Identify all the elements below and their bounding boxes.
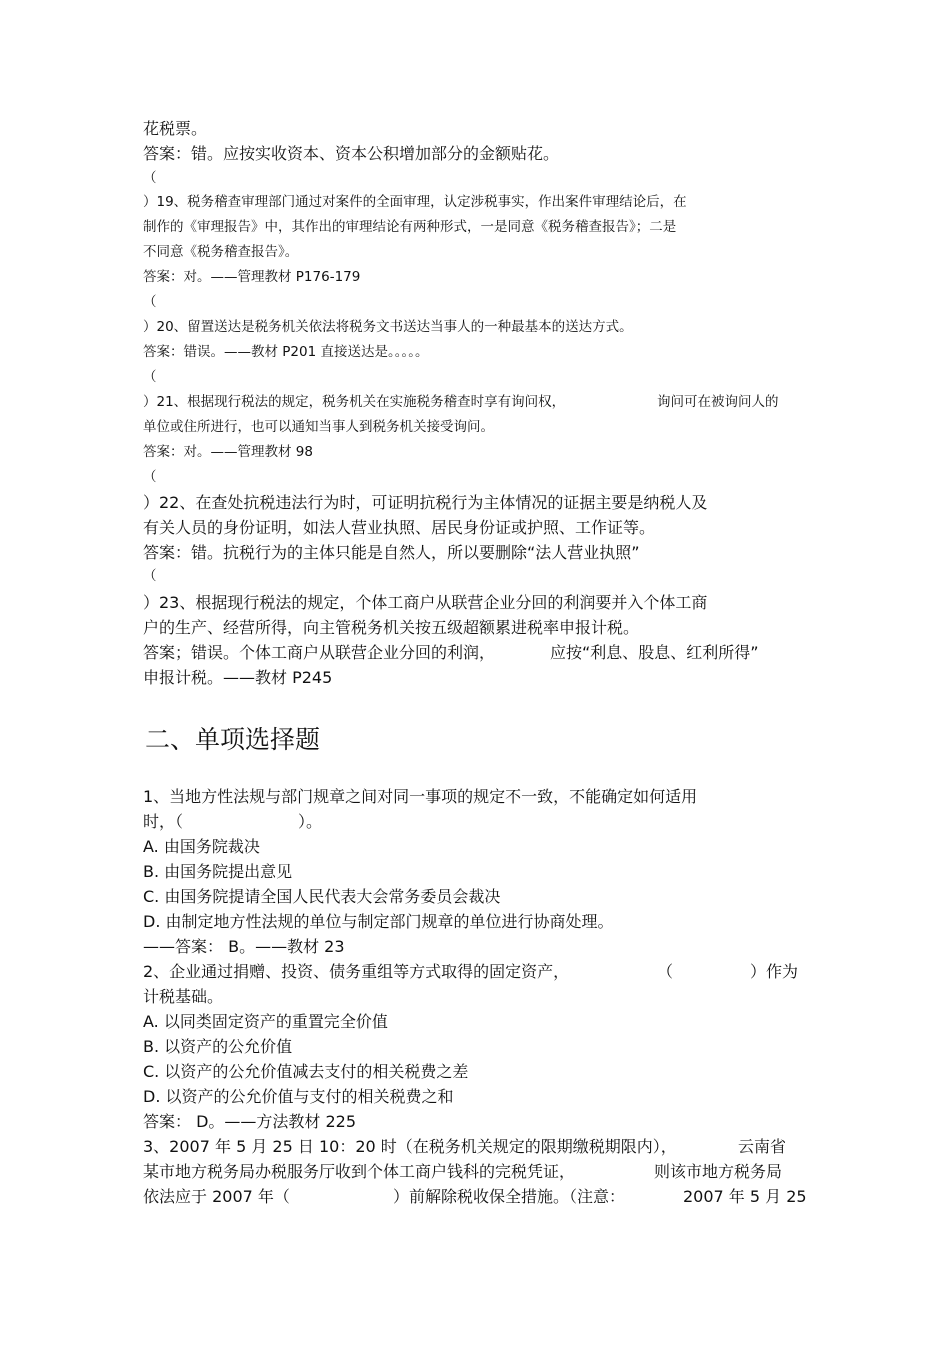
mc-1-option-b: B. 由国务院提出意见 <box>143 862 293 881</box>
question-23-answer-2: 应按“利息、股息、红利所得” <box>550 643 759 662</box>
mc-1-option-c: C. 由国务院提请全国人民代表大会常务委员会裁决 <box>143 887 501 906</box>
blank-paren: （ <box>143 469 157 485</box>
mc-3-stem-3a: 依法应于 2007 年（ <box>143 1187 290 1206</box>
mc-1-stem-2b: ）。 <box>298 812 323 831</box>
question-21-line-2: 单位或住所进行，也可以通知当事人到税务机关接受询问。 <box>143 419 494 435</box>
mc-1-option-d: D. 由制定地方性法规的单位与制定部门规章的单位进行协商处理。 <box>143 912 614 931</box>
question-22-answer: 答案：错。抗税行为的主体只能是自然人，所以要删除“法人营业执照” <box>143 543 640 562</box>
question-21-line-1b: 询问可在被询问人的 <box>657 394 779 410</box>
mc-3-stem-2a: 某市地方税务局办税服务厅收到个体工商户钱科的完税凭证， <box>143 1162 576 1181</box>
question-23-line-2: 户的生产、经营所得，向主管税务机关按五级超额累进税率申报计税。 <box>143 618 640 637</box>
mc-2-stem-1b: （ <box>657 962 674 981</box>
mc-3-stem-1b: 云南省 <box>738 1137 787 1156</box>
mc-3-stem-3c: 2007 年 5 月 25 <box>683 1187 807 1206</box>
mc-2-option-d: D. 以资产的公允价值与支付的相关税费之和 <box>143 1087 454 1106</box>
text-line: 花税票。 <box>143 119 208 138</box>
question-19-line-1: ）19、税务稽查审理部门通过对案件的全面审理，认定涉税事实，作出案件审理结论后，在 <box>143 194 687 210</box>
question-23-line-1: ）23、根据现行税法的规定，个体工商户从联营企业分回的利润要并入个体工商 <box>143 593 708 612</box>
mc-2-stem-2: 计税基础。 <box>143 987 224 1006</box>
blank-paren: （ <box>143 170 157 186</box>
section-title: 二、单项选择题 <box>145 725 321 754</box>
blank-paren: （ <box>143 568 157 584</box>
question-20-answer: 答案：错误。——教材 P201 直接送达是。。。。。 <box>143 344 429 360</box>
mc-2-answer: 答案： D。——方法教材 225 <box>143 1112 357 1131</box>
mc-1-option-a: A. 由国务院裁决 <box>143 837 260 856</box>
question-23-answer-3: 申报计税。——教材 P245 <box>143 668 333 687</box>
mc-3-stem-2b: 则该市地方税务局 <box>654 1162 783 1181</box>
question-19-line-2: 制作的《审理报告》中，其作出的审理结论有两种形式，一是同意《税务稽查报告》；二是 <box>143 219 677 235</box>
answer-line: 答案：错。应按实收资本、资本公积增加部分的金额贴花。 <box>143 144 560 163</box>
question-19-line-3: 不同意《税务稽查报告》。 <box>143 244 299 260</box>
mc-2-stem-1a: 2、企业通过捐赠、投资、债务重组等方式取得的固定资产， <box>143 962 570 981</box>
question-20-line-1: ）20、留置送达是税务机关依法将税务文书送达当事人的一种最基本的送达方式。 <box>143 319 633 335</box>
question-21-answer: 答案：对。——管理教材 98 <box>143 444 313 460</box>
question-22-line-1: ）22、在查处抗税违法行为时，可证明抗税行为主体情况的证据主要是纳税人及 <box>143 493 708 512</box>
mc-2-option-b: B. 以资产的公允价值 <box>143 1037 293 1056</box>
mc-2-option-a: A. 以同类固定资产的重置完全价值 <box>143 1012 388 1031</box>
mc-3-stem-1a: 3、2007 年 5 月 25 日 10：20 时（在税务机关规定的限期缴税期限内）， <box>143 1137 677 1156</box>
mc-2-stem-1c: ）作为 <box>750 962 799 981</box>
mc-1-answer: ——答案： B。——教材 23 <box>143 937 345 956</box>
question-22-line-2: 有关人员的身份证明，如法人营业执照、居民身份证或护照、工作证等。 <box>143 518 656 537</box>
blank-paren: （ <box>143 369 157 385</box>
question-23-answer-1: 答案；错误。个体工商户从联营企业分回的利润， <box>143 643 496 662</box>
question-19-answer: 答案：对。——管理教材 P176-179 <box>143 269 361 285</box>
mc-1-stem-2a: 时，（ <box>143 812 184 831</box>
mc-2-option-c: C. 以资产的公允价值减去支付的相关税费之差 <box>143 1062 469 1081</box>
mc-1-stem-1: 1、当地方性法规与部门规章之间对同一事项的规定不一致，不能确定如何适用 <box>143 787 698 806</box>
question-21-line-1a: ）21、根据现行税法的规定，税务机关在实施税务稽查时享有询问权， <box>143 394 566 410</box>
blank-paren: （ <box>143 294 157 310</box>
mc-3-stem-3b: ）前解除税收保全措施。（注意： <box>393 1187 626 1206</box>
